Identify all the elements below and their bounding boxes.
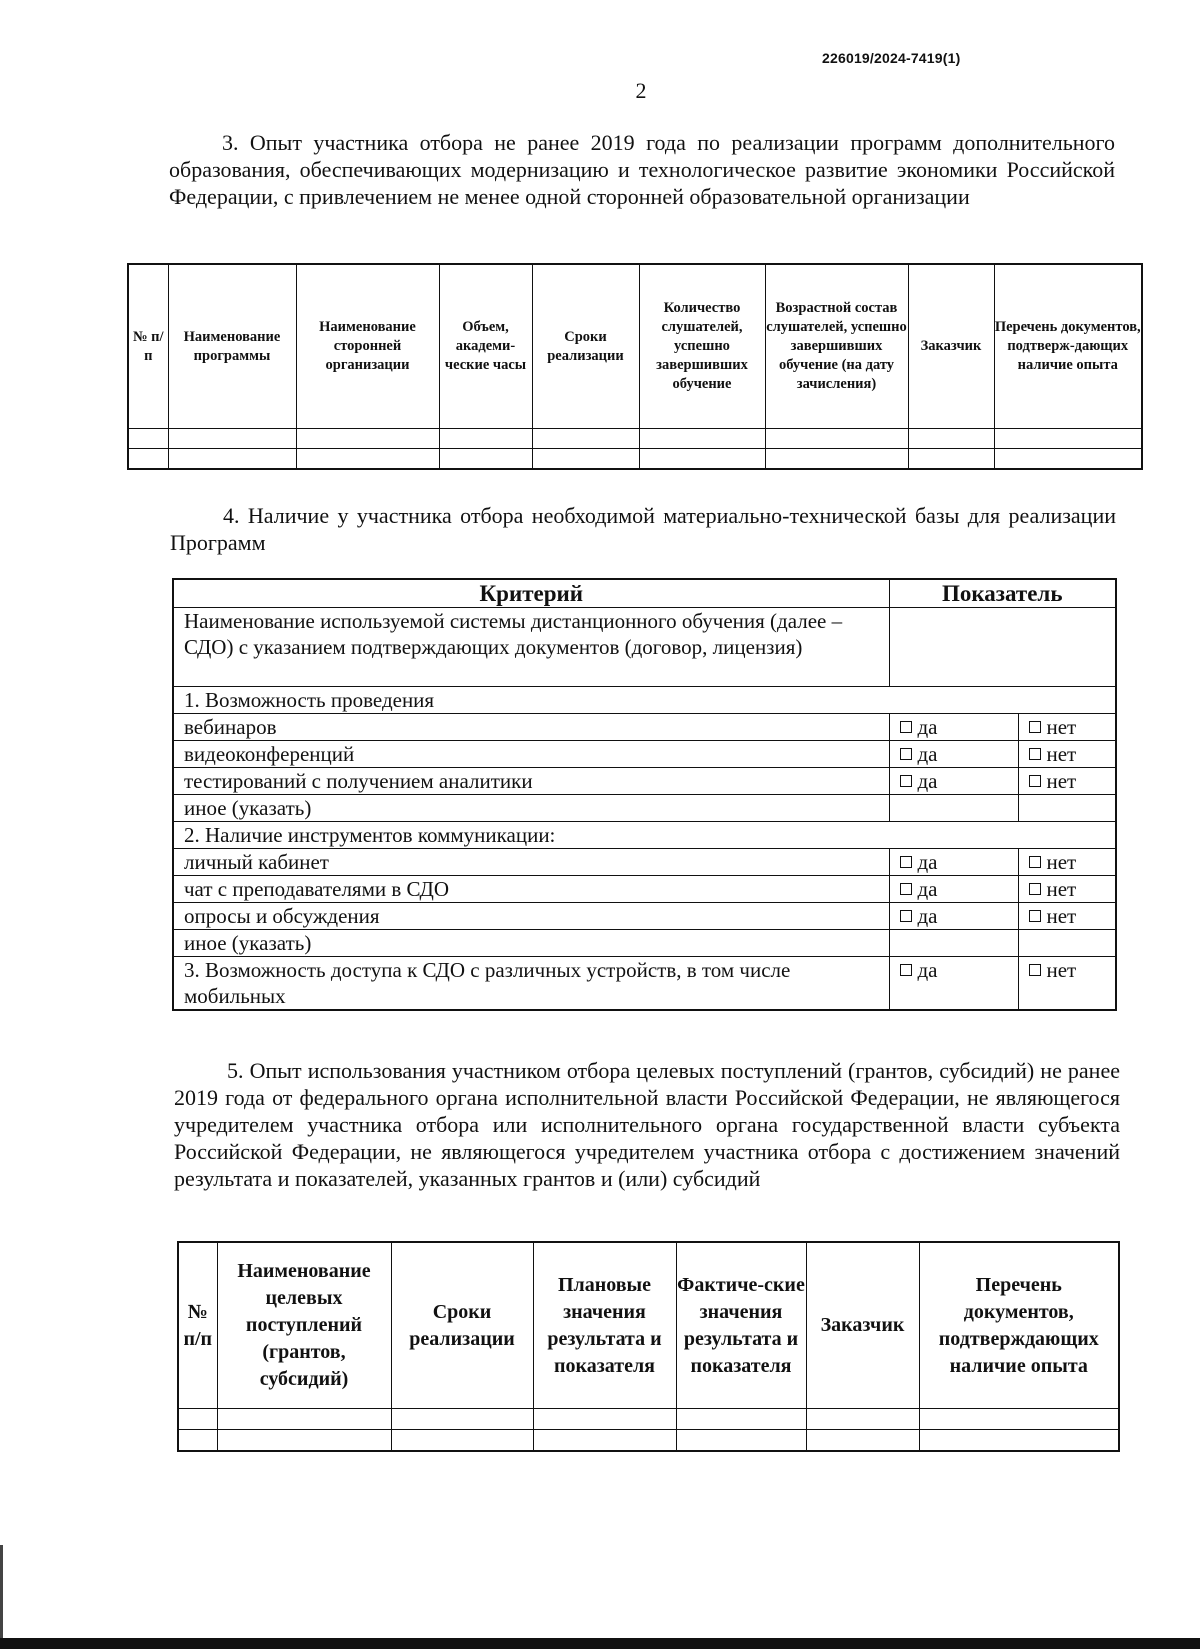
no-checkbox[interactable] bbox=[1018, 768, 1116, 795]
yes-label: да bbox=[917, 958, 938, 982]
no-checkbox[interactable] bbox=[1018, 849, 1116, 876]
header-criterion: Критерий bbox=[173, 579, 889, 608]
group-heading: 2. Наличие инструментов коммуникации: bbox=[173, 822, 1116, 849]
table-cell[interactable] bbox=[439, 429, 532, 449]
yes-checkbox[interactable] bbox=[889, 903, 1018, 930]
criterion-label: опросы и обсуждения bbox=[173, 903, 889, 930]
checkbox-icon bbox=[1029, 964, 1041, 976]
other-value[interactable] bbox=[1018, 795, 1116, 822]
checkbox-icon bbox=[900, 964, 912, 976]
col-planned-values: Плановые значения результата и показателя bbox=[533, 1242, 676, 1409]
checkbox-icon bbox=[1029, 748, 1041, 760]
table-row bbox=[178, 1430, 1119, 1452]
col-grant-name: Наименование целевых поступлений (грантов, субсидий) bbox=[217, 1242, 391, 1409]
criterion-label: иное (указать) bbox=[173, 930, 889, 957]
group-heading: 1. Возможность проведения bbox=[173, 687, 1116, 714]
grants-experience-table bbox=[177, 1241, 1120, 1452]
checkbox-icon bbox=[900, 856, 912, 868]
table-row bbox=[173, 849, 1116, 876]
yes-label: да bbox=[917, 904, 938, 928]
document-id: 226019/2024-7419(1) bbox=[822, 50, 961, 66]
table-row bbox=[173, 795, 1116, 822]
table-cell[interactable] bbox=[676, 1409, 806, 1430]
no-label: нет bbox=[1046, 850, 1077, 874]
table-cell[interactable] bbox=[532, 449, 639, 470]
col-period: Сроки реализации bbox=[391, 1242, 533, 1409]
no-checkbox[interactable] bbox=[1018, 903, 1116, 930]
table-cell[interactable] bbox=[178, 1430, 217, 1452]
no-checkbox[interactable] bbox=[1018, 957, 1116, 1011]
table-row bbox=[173, 957, 1116, 1011]
table-cell[interactable] bbox=[765, 429, 908, 449]
table-cell[interactable] bbox=[919, 1409, 1119, 1430]
yes-label: да bbox=[917, 769, 938, 793]
table-row bbox=[173, 822, 1116, 849]
no-label: нет bbox=[1046, 742, 1077, 766]
sdo-name-criterion: Наименование используемой системы дистанционного обучения (далее – СДО) с указанием подтверждающих документов (договор, лицензия) bbox=[173, 608, 889, 687]
table-header-row bbox=[178, 1242, 1119, 1409]
col-partner-org: Наименование сторонней организации bbox=[296, 264, 439, 429]
table-cell[interactable] bbox=[532, 429, 639, 449]
table-cell[interactable] bbox=[639, 429, 765, 449]
criterion-label: тестирований с получением аналитики bbox=[173, 768, 889, 795]
col-customer: Заказчик bbox=[806, 1242, 919, 1409]
table-cell[interactable] bbox=[676, 1430, 806, 1452]
table-cell[interactable] bbox=[296, 449, 439, 470]
page-number: 2 bbox=[635, 78, 647, 103]
table-cell[interactable] bbox=[391, 1430, 533, 1452]
checkbox-icon bbox=[1029, 910, 1041, 922]
table-header-row bbox=[173, 579, 1116, 608]
yes-checkbox[interactable] bbox=[889, 768, 1018, 795]
yes-checkbox[interactable] bbox=[889, 714, 1018, 741]
table-cell[interactable] bbox=[533, 1430, 676, 1452]
table-row bbox=[173, 768, 1116, 795]
no-label: нет bbox=[1046, 877, 1077, 901]
no-checkbox[interactable] bbox=[1018, 741, 1116, 768]
yes-label: да bbox=[917, 877, 938, 901]
table-row bbox=[173, 930, 1116, 957]
checkbox-icon bbox=[1029, 775, 1041, 787]
table-cell[interactable] bbox=[128, 449, 168, 470]
criterion-label: иное (указать) bbox=[173, 795, 889, 822]
yes-label: да bbox=[917, 715, 938, 739]
table-row bbox=[178, 1409, 1119, 1430]
checkbox-icon bbox=[900, 721, 912, 733]
scan-edge-mark bbox=[0, 1545, 3, 1640]
program-experience-table bbox=[127, 263, 1143, 470]
checkbox-icon bbox=[1029, 883, 1041, 895]
table-cell[interactable] bbox=[217, 1409, 391, 1430]
yes-label: да bbox=[917, 742, 938, 766]
table-cell[interactable] bbox=[639, 449, 765, 470]
table-cell[interactable] bbox=[806, 1430, 919, 1452]
table-cell[interactable] bbox=[128, 429, 168, 449]
checkbox-icon bbox=[1029, 721, 1041, 733]
table-cell[interactable] bbox=[533, 1409, 676, 1430]
criterion-label: вебинаров bbox=[173, 714, 889, 741]
table-cell[interactable] bbox=[391, 1409, 533, 1430]
section-3-text: 3. Опыт участника отбора не ранее 2019 года по реализации программ дополнительного образования, обеспечивающих модернизацию и технологическое развитие экономики Российской Федерации, с привлечением не менее одной сторонней образовательной организации bbox=[169, 130, 1115, 209]
table-row bbox=[173, 687, 1116, 714]
table-cell[interactable] bbox=[908, 449, 994, 470]
table-cell[interactable] bbox=[919, 1430, 1119, 1452]
scan-bottom-edge bbox=[0, 1638, 1200, 1649]
yes-checkbox[interactable] bbox=[889, 876, 1018, 903]
col-program-name: Наименование программы bbox=[168, 264, 296, 429]
checkbox-icon bbox=[900, 883, 912, 895]
yes-checkbox[interactable] bbox=[889, 849, 1018, 876]
no-checkbox[interactable] bbox=[1018, 714, 1116, 741]
table-cell[interactable] bbox=[765, 449, 908, 470]
table-cell[interactable] bbox=[908, 429, 994, 449]
table-cell[interactable] bbox=[439, 449, 532, 470]
no-label: нет bbox=[1046, 958, 1077, 982]
no-checkbox[interactable] bbox=[1018, 876, 1116, 903]
table-row bbox=[128, 449, 1142, 470]
col-documents: Перечень документов, подтверждающих наличие опыта bbox=[919, 1242, 1119, 1409]
col-age-composition: Возрастной состав слушателей, успешно завершивших обучение (на дату зачисления) bbox=[765, 264, 908, 429]
other-value[interactable] bbox=[1018, 930, 1116, 957]
checkbox-icon bbox=[1029, 856, 1041, 868]
no-label: нет bbox=[1046, 904, 1077, 928]
criterion-label: личный кабинет bbox=[173, 849, 889, 876]
sdo-name-value[interactable] bbox=[889, 608, 1116, 687]
col-period: Сроки реализации bbox=[532, 264, 639, 429]
no-label: нет bbox=[1046, 715, 1077, 739]
table-cell[interactable] bbox=[296, 429, 439, 449]
col-customer: Заказчик bbox=[908, 264, 994, 429]
table-row bbox=[128, 429, 1142, 449]
yes-checkbox[interactable] bbox=[889, 741, 1018, 768]
checkbox-icon bbox=[900, 910, 912, 922]
table-cell[interactable] bbox=[217, 1430, 391, 1452]
other-value[interactable] bbox=[889, 930, 1018, 957]
table-row bbox=[173, 876, 1116, 903]
checkbox-icon bbox=[900, 775, 912, 787]
criterion-label: видеоконференций bbox=[173, 741, 889, 768]
table-row bbox=[173, 714, 1116, 741]
col-hours: Объем, академи-ческие часы bbox=[439, 264, 532, 429]
section-4-text: 4. Наличие у участника отбора необходимой материально-технической базы для реализации Программ bbox=[170, 503, 1116, 555]
checkbox-icon bbox=[900, 748, 912, 760]
section-5-text: 5. Опыт использования участником отбора целевых поступлений (грантов, субсидий) не ранее 2019 года от федерального органа исполнительной власти Российской Федерации, не являющегося учредителем участника отбора или исполнительного органа государственной власти субъекта Российской Федерации, не являющегося учредителем участника отбора с достижением значений результата и показателей, указанных грантов и (или) субсидий bbox=[174, 1058, 1120, 1191]
col-number: № п/п bbox=[178, 1242, 217, 1409]
criterion-label: чат с преподавателями в СДО bbox=[173, 876, 889, 903]
yes-checkbox[interactable] bbox=[889, 957, 1018, 1011]
table-cell[interactable] bbox=[178, 1409, 217, 1430]
table-header-row bbox=[128, 264, 1142, 429]
table-cell[interactable] bbox=[806, 1409, 919, 1430]
yes-label: да bbox=[917, 850, 938, 874]
header-indicator: Показатель bbox=[889, 579, 1116, 608]
table-cell[interactable] bbox=[994, 429, 1142, 449]
table-row bbox=[173, 608, 1116, 687]
table-cell[interactable] bbox=[994, 449, 1142, 470]
col-documents: Перечень документов, подтверж-дающих наличие опыта bbox=[994, 264, 1142, 429]
technical-base-table bbox=[172, 578, 1117, 1011]
table-cell[interactable] bbox=[168, 429, 296, 449]
table-row bbox=[173, 903, 1116, 930]
no-label: нет bbox=[1046, 769, 1077, 793]
col-actual-values: Фактиче-ские значения результата и показателя bbox=[676, 1242, 806, 1409]
col-number: № п/п bbox=[128, 264, 168, 429]
table-cell[interactable] bbox=[168, 449, 296, 470]
col-graduates: Количество слушателей, успешно завершивших обучение bbox=[639, 264, 765, 429]
other-value[interactable] bbox=[889, 795, 1018, 822]
criterion-label: 3. Возможность доступа к СДО с различных устройств, в том числе мобильных bbox=[173, 957, 889, 1011]
table-row bbox=[173, 741, 1116, 768]
